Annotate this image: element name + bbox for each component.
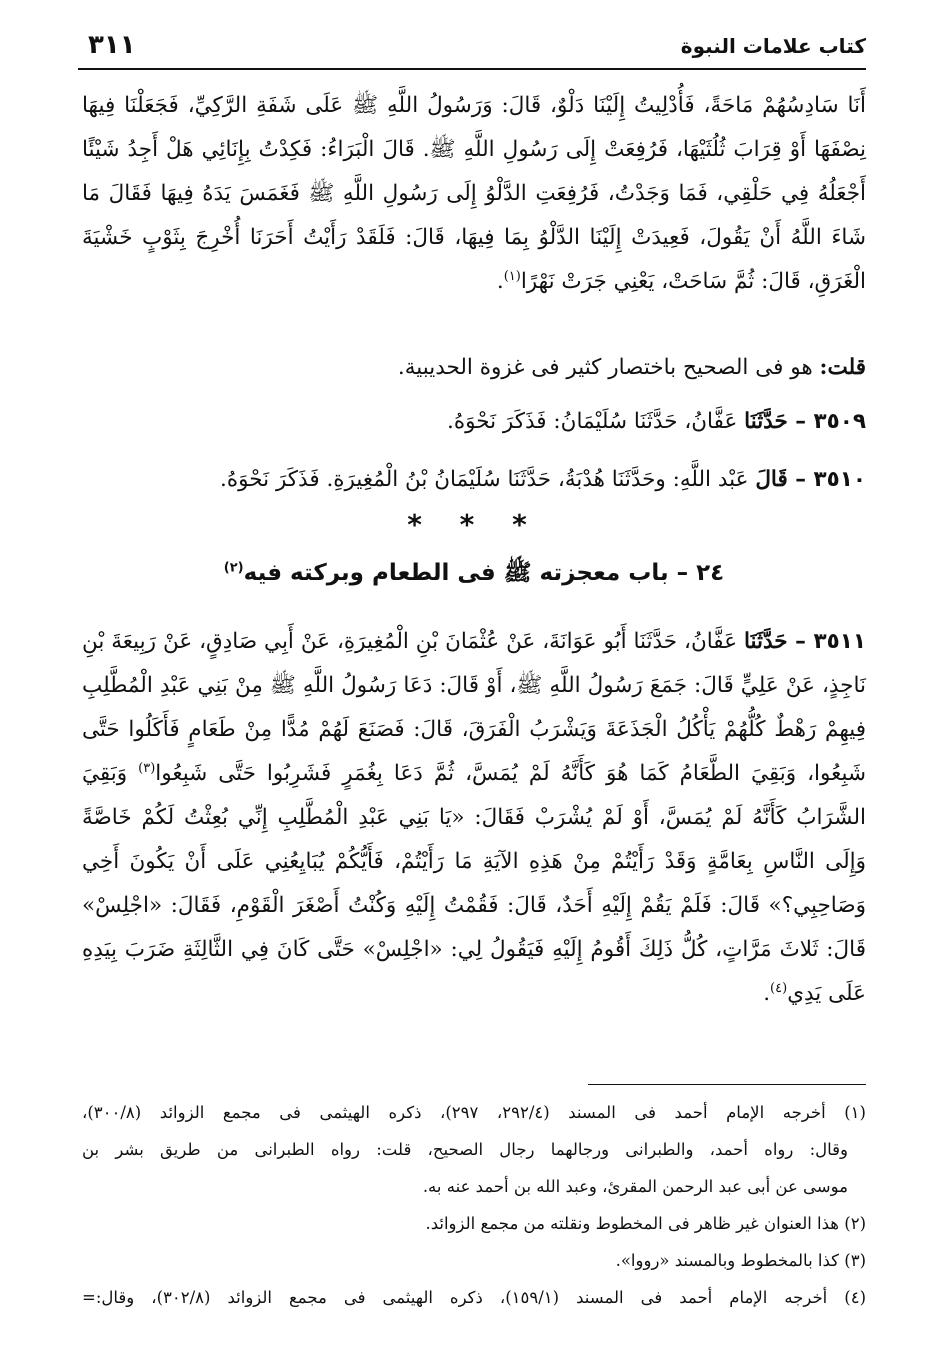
- hadith-text: عَبْد اللَّهِ: وحَدَّثَنَا هُدْبَةُ، حَدَّثَنَا سُلَيْمَانُ بْنُ الْمُغِيرَةِ. فَذَكَرَ نَحْوَهُ.: [220, 467, 749, 492]
- hadith-text: أَنَا سَادِسُهُمْ مَاحَةً، فَأُدْلِيتُ إِلَيْنَا دَلْوٌ، قَالَ: وَرَسُولُ اللَّهِ ﷺ عَلَى شَفَةِ الرَّكِيِّ، فَجَعَلْنَا فِيهَا نِصْفَهَا أَوْ قِرَابَ ثُلُثَيْهَا، فَرُفِعَتْ إِلَى رَسُولِ اللَّهِ ﷺ. قَالَ الْبَرَاءُ: فَكِدْتُ بِإِنَائِي هَلْ أَجِدُ شَيْئًا أَجْعَلُهُ فِي حَلْقِي، فَمَا وَجَدْتُ، فَرُفِعَتِ الدَّلْوُ إِلَى رَسُولِ اللَّهِ ﷺ فَغَمَسَ يَدَهُ فِيهَا فَقَالَ مَا شَاءَ اللَّهُ أَنْ يَقُولَ، فَعِيدَتْ إِلَيْنَا الدَّلْوُ بِمَا فِيهَا، قَالَ: فَلَقَدْ رَأَيْتُ أَحَرَنَا أُخْرِجَ بِثَوْبٍ خَشْيَةَ الْغَرَقِ، قَالَ: ثُمَّ سَاحَتْ، يَعْنِي جَرَتْ نَهْرًا: [82, 93, 866, 294]
- hadith-3511: ٣٥١١ – حَدَّثَنَا عَفَّانُ، حَدَّثَنَا أَبُو عَوَانَةَ، عَنْ عُثْمَانَ بْنِ الْمُغِيرَةِ، عَنْ أَبِي صَادِقٍ، عَنْ رَبِيعَةَ بْنِ نَاجِذٍ، عَنْ عَلِيٍّ قَالَ: جَمَعَ رَسُولُ اللَّهِ ﷺ، أَوْ قَالَ: دَعَا رَسُولُ اللَّهِ ﷺ مِنْ بَنِي عَبْدِ الْمُطَّلِبِ فِيهِمْ رَهْطٌ كُلُّهُمْ يَأْكُلُ الْجَذَعَةَ وَيَشْرَبُ الْفَرَقَ، قَالَ: فَصَنَعَ لَهُمْ مُدًّا مِنْ طَعَامٍ فَأَكَلُوا حَتَّى شَبِعُوا، وَبَقِيَ الطَّعَامُ كَمَا هُوَ كَأَنَّهُ لَمْ يُمَسَّ، ثُمَّ دَعَا بِغُمَرٍ فَشَرِبُوا حَتَّى شَبِعُوا$^{(٣)}$ وَبَقِيَ الشَّرَابُ كَأَنَّهُ لَمْ يُمَسَّ، أَوْ لَمْ يُشْرَبْ فَقَالَ: «يَا بَنِي عَبْدِ الْمُطَّلِبِ إِنِّي بُعِثْتُ لَكُمْ خَاصَّةً وَإِلَى النَّاسِ بِعَامَّةٍ وَقَدْ رَأَيْتُمْ مِنْ هَذِهِ الآيَةِ مَا رَأَيْتُمْ، فَأَيُّكُمْ يُبَايِعُنِي عَلَى أَنْ يَكُونَ أَخِي وَصَاحِبِي؟» قَالَ: فَلَمْ يَقُمْ إِلَيْهِ أَحَدٌ، قَالَ: فَقُمْتُ إِلَيْهِ وَكُنْتُ أَصْغَرَ الْقَوْمِ، فَقَالَ: «اجْلِسْ» قَالَ: ثَلاثَ مَرَّاتٍ، كُلُّ ذَلِكَ أَقُومُ إِلَيْهِ فَيَقُولُ لِي: «اجْلِسْ» حَتَّى كَانَ فِي الثَّالِثَةِ ضَرَبَ بِيَدِهِ عَلَى يَدِي$^{(٤)}$.: [82, 629, 866, 1006]
- section-separator: * * *: [407, 508, 541, 541]
- footnote-ref-1: (١): [503, 268, 521, 284]
- footnote-1-line-3: موسى عن أبى عبد الرحمن المقرئ، وعبد الله بن أحمد عنه به.: [422, 1177, 848, 1196]
- footnote-ref-2: (٢): [223, 560, 244, 576]
- hadith-number: ٣٥١١: [813, 629, 866, 654]
- book-title: كتاب علامات النبوة: [680, 34, 866, 58]
- qultu-note: [82, 346, 866, 390]
- footnote-divider: [588, 1084, 866, 1085]
- hadith-3508-continuation: أَنَا سَادِسُهُمْ مَاحَةً، فَأُدْلِيتُ إِلَيْنَا دَلْوٌ، قَالَ: وَرَسُولُ اللَّهِ ﷺ عَلَى شَفَةِ الرَّكِيِّ، فَجَعَلْنَا فِيهَا نِصْفَهَا أَوْ قِرَابَ ثُلُثَيْهَا، فَرُفِعَتْ إِلَى رَسُولِ اللَّهِ ﷺ. قَالَ الْبَرَاءُ: فَكِدْتُ بِإِنَائِي هَلْ أَجِدُ شَيْئًا أَجْعَلُهُ فِي حَلْقِي، فَمَا وَجَدْتُ، فَرُفِعَتِ الدَّلْوُ إِلَى رَسُولِ اللَّهِ ﷺ فَغَمَسَ يَدَهُ فِيهَا فَقَالَ مَا شَاءَ اللَّهُ أَنْ يَقُولَ، فَعِيدَتْ إِلَيْنَا الدَّلْوُ بِمَا فِيهَا، قَالَ: فَلَقَدْ رَأَيْتُ أَحَرَنَا أُخْرِجَ بِثَوْبٍ خَشْيَةَ الْغَرَقِ، قَالَ: ثُمَّ سَاحَتْ، يَعْنِي جَرَتْ نَهْرًا$^{(١)}$.: [82, 93, 866, 294]
- qultu-lead: قلت:: [819, 355, 866, 380]
- page-number: ٣١١: [88, 30, 136, 60]
- hadith-3510: ٣٥١٠ – قَالَ عَبْد اللَّهِ: وحَدَّثَنَا هُدْبَةُ، حَدَّثَنَا سُلَيْمَانُ بْنُ الْمُغِيرَةِ. فَذَكَرَ نَحْوَهُ.: [220, 467, 866, 492]
- footnotes: [82, 1094, 866, 1316]
- footnote-2: (٢) هذا العنوان غير ظاهر فى المخطوط ونقلته من مجمع الزوائد.: [425, 1214, 866, 1233]
- qultu-text: هو فى الصحيح باختصار كثير فى غزوة الحديبية.: [397, 355, 813, 380]
- footnote-1-line-1: (١) أخرجه الإمام أحمد فى المسند (٢٩٢/٤، ٢٩٧)، ذكره الهيثمى فى مجمع الزوائد (٣٠٠/٨)،: [82, 1103, 866, 1122]
- hadith-number: ٣٥٠٩: [813, 409, 866, 434]
- chapter-heading: [0, 558, 948, 592]
- footnote-ref-3: (٣): [138, 760, 156, 776]
- hadith-3509: ٣٥٠٩ – حَدَّثَنَا عَفَّانُ، حَدَّثَنَا سُلَيْمَانُ: فَذَكَرَ نَحْوَهُ.: [447, 409, 866, 434]
- footnote-ref-4: (٤): [770, 980, 788, 996]
- hadith-text: عَفَّانُ، حَدَّثَنَا سُلَيْمَانُ: فَذَكَرَ نَحْوَهُ.: [447, 409, 738, 434]
- narration-lead: قَالَ: [755, 467, 788, 492]
- narration-lead: حَدَّثَنَا: [744, 409, 788, 434]
- hadith-number: ٣٥١٠: [813, 467, 866, 492]
- hadith-text-b: وَبَقِيَ الشَّرَابُ كَأَنَّهُ لَمْ يُمَسَّ، أَوْ لَمْ يُشْرَبْ فَقَالَ: «يَا بَنِي عَبْدِ الْمُطَّلِبِ إِنِّي بُعِثْتُ لَكُمْ خَاصَّةً وَإِلَى النَّاسِ بِعَامَّةٍ وَقَدْ رَأَيْتُمْ مِنْ هَذِهِ الآيَةِ مَا رَأَيْتُمْ، فَأَيُّكُمْ يُبَايِعُنِي عَلَى أَنْ يَكُونَ أَخِي وَصَاحِبِي؟» قَالَ: فَلَمْ يَقُمْ إِلَيْهِ أَحَدٌ، قَالَ: فَقُمْتُ إِلَيْهِ وَكُنْتُ أَصْغَرَ الْقَوْمِ، فَقَالَ: «اجْلِسْ» قَالَ: ثَلاثَ مَرَّاتٍ، كُلُّ ذَلِكَ أَقُومُ إِلَيْهِ فَيَقُولُ لِي: «اجْلِسْ» حَتَّى كَانَ فِي الثَّالِثَةِ ضَرَبَ بِيَدِهِ عَلَى يَدِي: [82, 761, 866, 1006]
- hadith-text-a: عَفَّانُ، حَدَّثَنَا أَبُو عَوَانَةَ، عَنْ عُثْمَانَ بْنِ الْمُغِيرَةِ، عَنْ أَبِي صَادِقٍ، عَنْ رَبِيعَةَ بْنِ نَاجِذٍ، عَنْ عَلِيٍّ قَالَ: جَمَعَ رَسُولُ اللَّهِ ﷺ، أَوْ قَالَ: دَعَا رَسُولُ اللَّهِ ﷺ مِنْ بَنِي عَبْدِ الْمُطَّلِبِ فِيهِمْ رَهْطٌ كُلُّهُمْ يَأْكُلُ الْجَذَعَةَ وَيَشْرَبُ الْفَرَقَ، قَالَ: فَصَنَعَ لَهُمْ مُدًّا مِنْ طَعَامٍ فَأَكَلُوا حَتَّى شَبِعُوا، وَبَقِيَ الطَّعَامُ كَمَا هُوَ كَأَنَّهُ لَمْ يُمَسَّ، ثُمَّ دَعَا بِغُمَرٍ فَشَرِبُوا حَتَّى شَبِعُوا: [82, 629, 866, 786]
- footnote-3: (٣) كذا بالمخطوط وبالمسند «رووا».: [615, 1251, 866, 1270]
- footnote-4: (٤) أخرجه الإمام أحمد فى المسند (١٥٩/١)، ذكره الهيثمى فى مجمع الزوائد (٣٠٢/٨)، وقال:=: [82, 1288, 866, 1307]
- chapter-title: ٢٤ – باب معجزته ﷺ فى الطعام وبركته فيه: [243, 560, 725, 586]
- narration-lead: حَدَّثَنَا: [743, 629, 788, 654]
- page-header: [78, 30, 866, 70]
- footnote-1-line-2: وقال: رواه أحمد، والطبرانى ورجالهما رجال الصحيح، قلت: رواه الطبرانى من طريق بشر بن: [82, 1140, 848, 1159]
